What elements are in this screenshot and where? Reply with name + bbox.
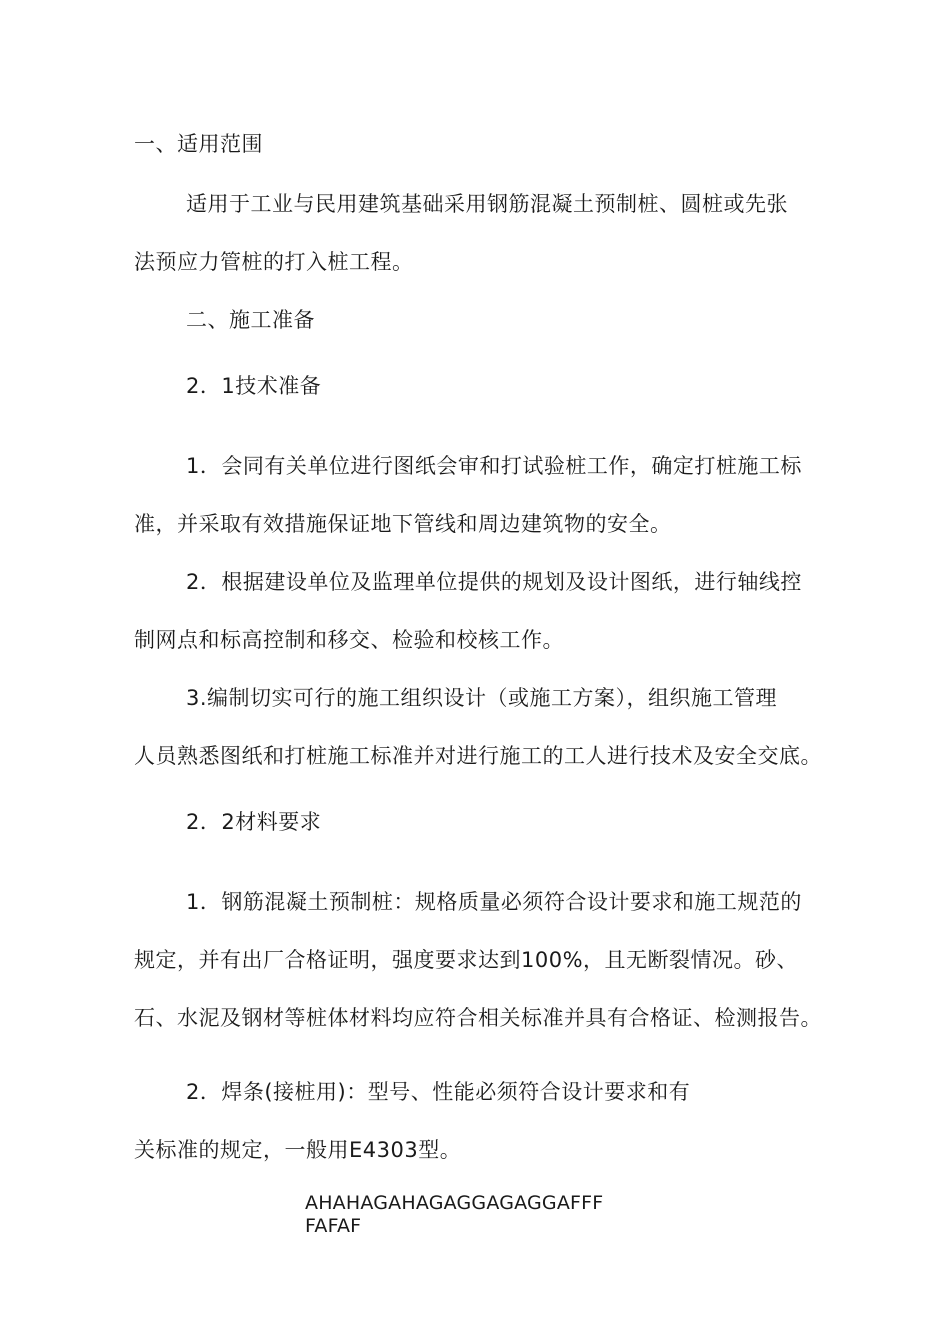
section2-heading: 二、施工准备 xyxy=(186,308,315,332)
section1-paragraph-line2: 法预应力管桩的打入桩工程。 xyxy=(134,250,414,274)
material-item1-line3: 石、水泥及钢材等桩体材料均应符合相关标准并具有合格证、检测报告。 xyxy=(134,1006,822,1030)
subsection-2-2-heading: 2．2材料要求 xyxy=(186,810,322,834)
section1-paragraph-line1: 适用于工业与民用建筑基础采用钢筋混凝土预制桩、圆桩或先张 xyxy=(186,192,788,216)
material-item2-line1: 2．焊条(接桩用)：型号、性能必须符合设计要求和有 xyxy=(186,1080,691,1104)
tech-item3-line1: 3.编制切实可行的施工组织设计（或施工方案），组织施工管理 xyxy=(186,686,778,710)
footer-text xyxy=(305,1192,603,1238)
tech-item1-line1: 1．会同有关单位进行图纸会审和打试验桩工作，确定打桩施工标 xyxy=(186,454,802,478)
section1-heading: 一、适用范围 xyxy=(134,132,263,156)
tech-item2-line2: 制网点和标高控制和移交、检验和校核工作。 xyxy=(134,628,564,652)
tech-item3-line2: 人员熟悉图纸和打桩施工标准并对进行施工的工人进行技术及安全交底。 xyxy=(134,744,822,768)
material-item2-line2: 关标准的规定，一般用E4303型。 xyxy=(134,1138,462,1162)
footer-line2: FAFAF xyxy=(305,1215,362,1237)
material-item1-line1: 1．钢筋混凝土预制桩：规格质量必须符合设计要求和施工规范的 xyxy=(186,890,802,914)
tech-item2-line1: 2．根据建设单位及监理单位提供的规划及设计图纸，进行轴线控 xyxy=(186,570,802,594)
material-item1-line2: 规定，并有出厂合格证明，强度要求达到100%，且无断裂情况。砂、 xyxy=(134,948,799,972)
subsection-2-1-heading: 2．1技术准备 xyxy=(186,374,322,398)
footer-line1: AHAHAGAHAGAGGAGAGGAFFF xyxy=(305,1192,604,1214)
tech-item1-line2: 准，并采取有效措施保证地下管线和周边建筑物的安全。 xyxy=(134,512,672,536)
